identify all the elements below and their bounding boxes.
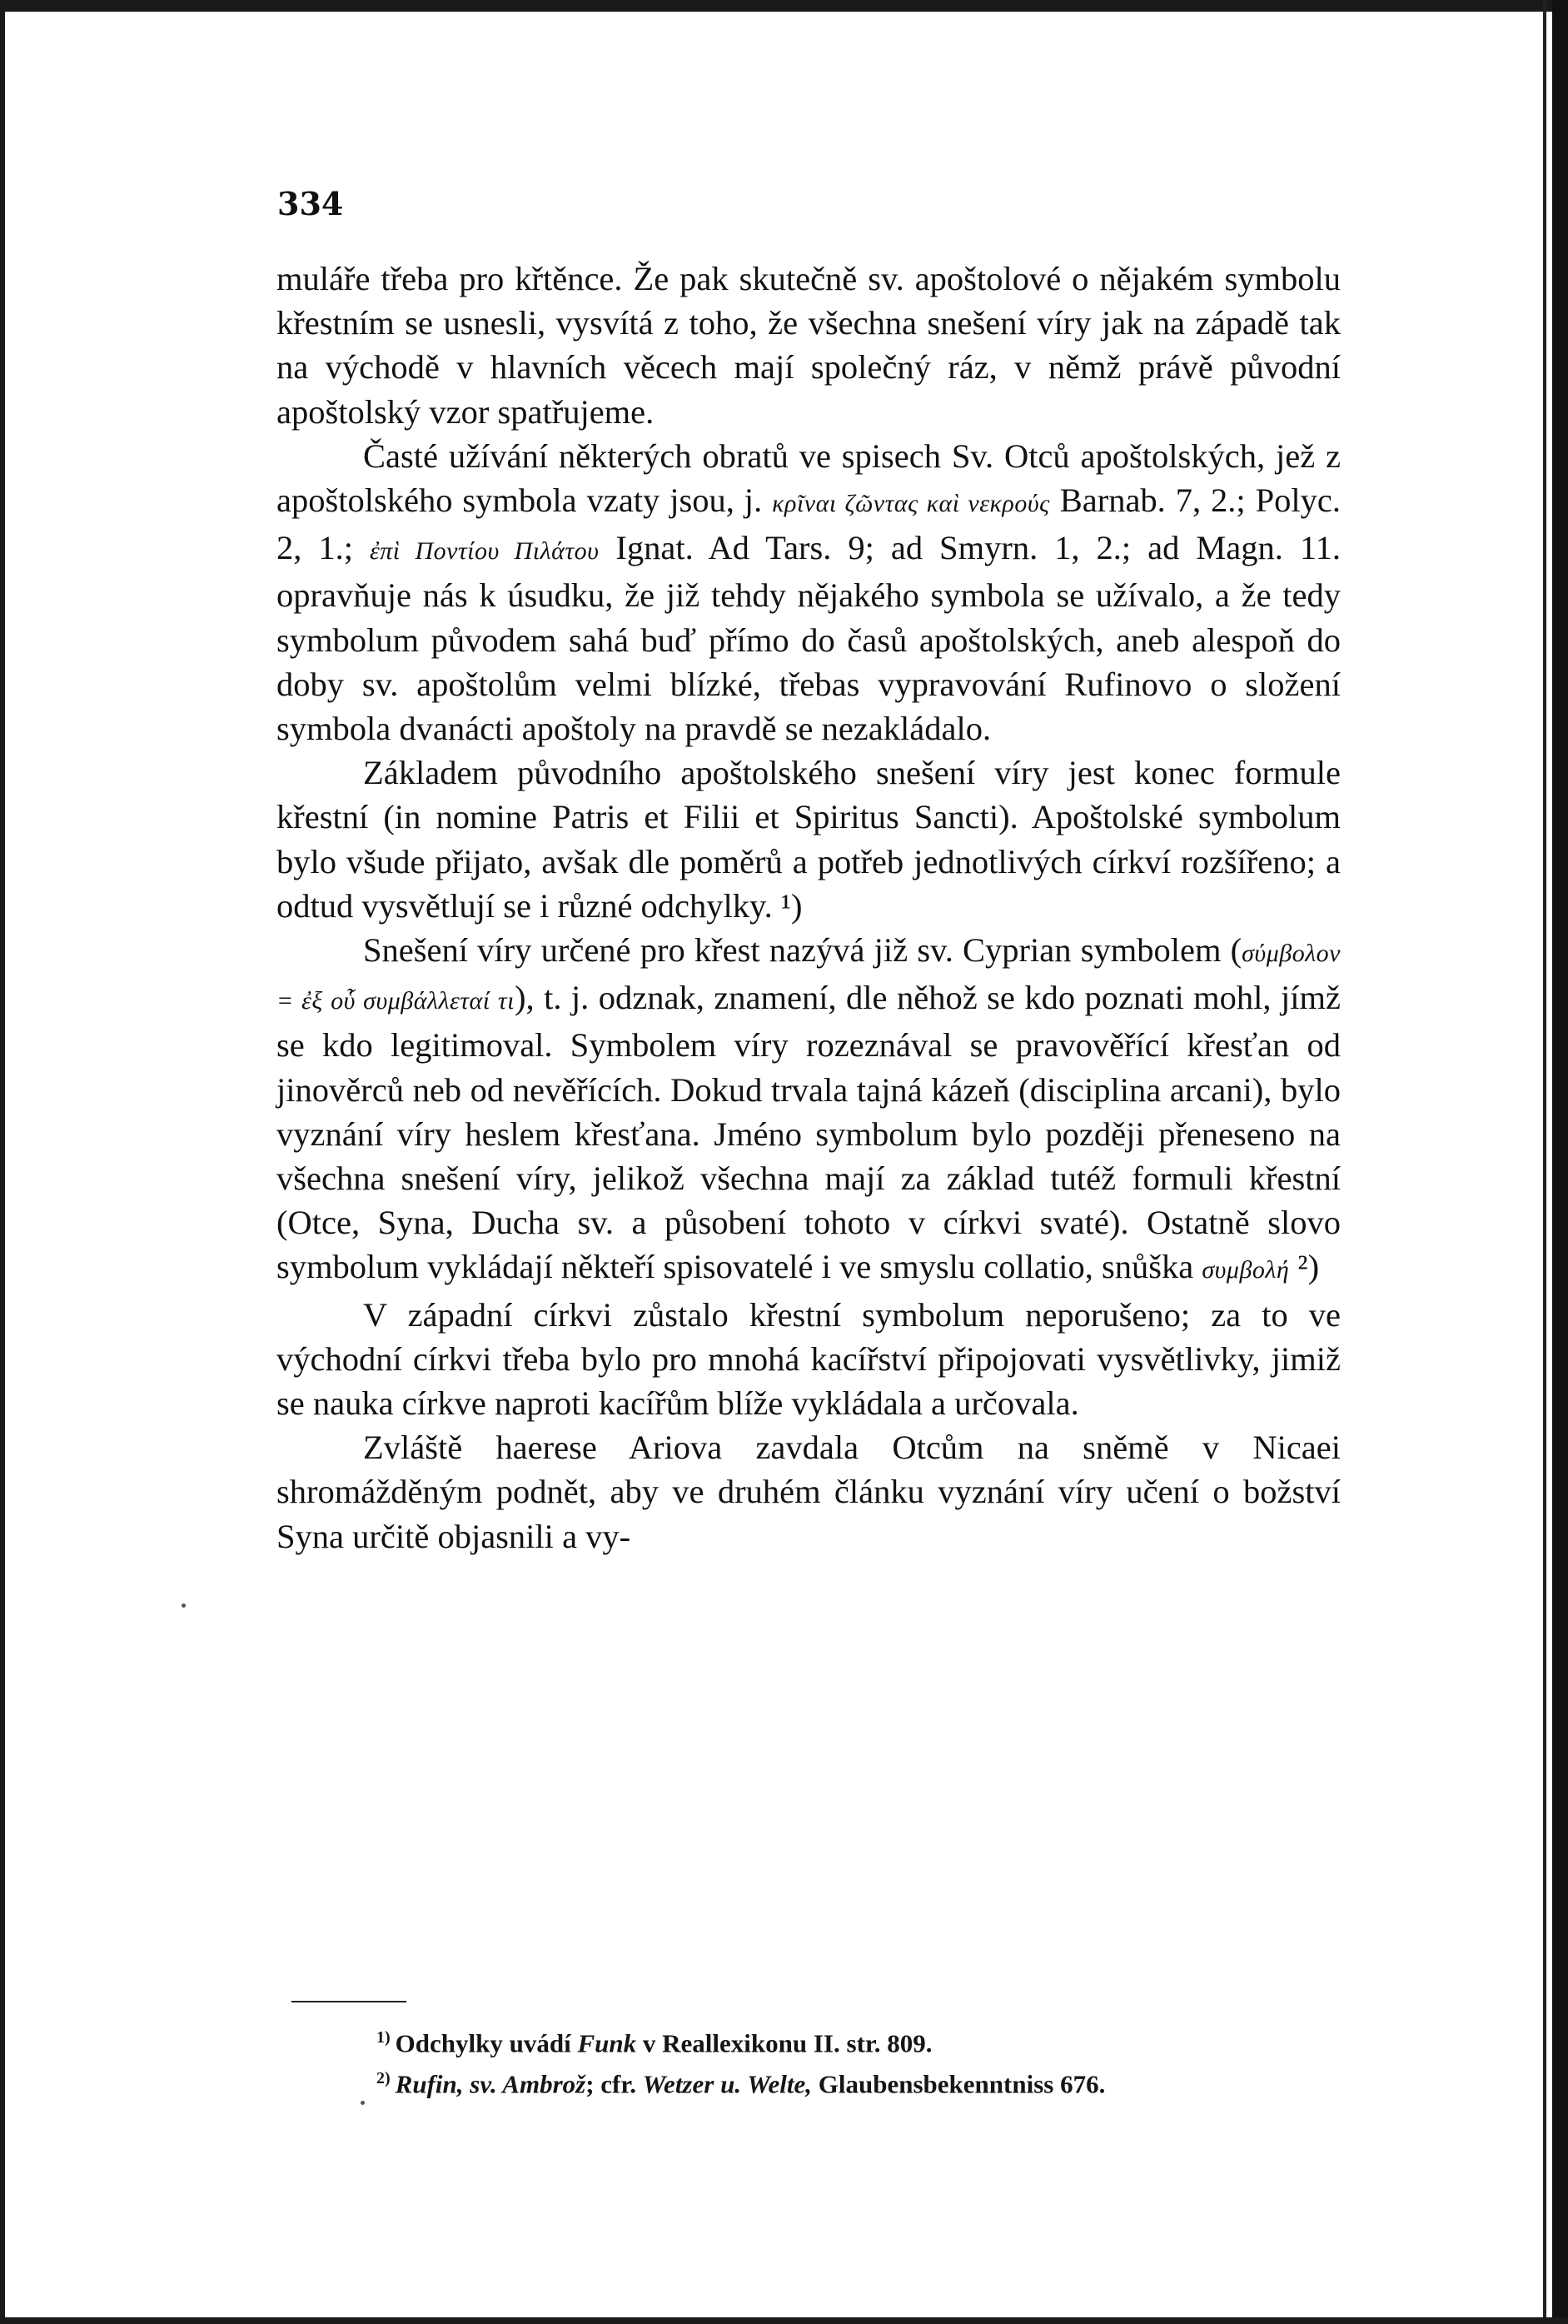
text-segment: ), t. j. odznak, znamení, dle něhož se kdo poznati mohl, jímž se kdo legitimoval. Symbolem víry rozeznával se pravověřící křesťan od jinověrců neb od nevěřících. Dokud trvala tajná kázeň (disciplina arcani), bylo vyznání víry heslem křesťana. Jméno symbolum bylo později přeneseno na všechna snešení víry, jelikož všechna mají za základ tutéž formuli křestní (Otce, Syna, Ducha sv. a působení tohoto v církvi svaté). Ostatně slovo symbolum vykládají někteří spisovatelé i ve smyslu collatio, snůška xyxy=(276,979,1341,1286)
footnote-text: Rufin, sv. Ambrož xyxy=(395,2069,586,2099)
footnotes xyxy=(376,2020,1334,2102)
text-segment: muláře třeba pro křtěnce. Že pak skutečně sv. apoštolové o nějakém symbolu křestním se usnesli, vysvítá z toho, že všechna snešení víry jak na západě tak na východě v hlavních věcech mají společný ráz, v němž právě původní apoštolský vzor spatřujeme. xyxy=(276,260,1341,431)
footnote-text: Funk xyxy=(577,2028,637,2058)
paragraph xyxy=(276,928,1341,1293)
text-segment: Snešení víry určené pro křest nazývá již sv. Cyprian symbolem ( xyxy=(363,931,1242,970)
footnote-text: Wetzer u. Welte, xyxy=(642,2069,813,2099)
text-segment: Základem původního apoštolského snešení víry jest konec formule křestní (in nomine Patris et Filii et Spiritus Sancti). Apoštolské symbolum bylo všude přijato, avšak dle poměrů a potřeb jednotlivých církví rozšířeno; a odtud vysvětlují se i různé odchylky. ¹) xyxy=(276,754,1341,925)
footnote xyxy=(376,2061,1334,2102)
scan-speck xyxy=(182,1603,186,1608)
paragraph xyxy=(276,434,1341,751)
scan-border-top xyxy=(0,0,1568,12)
footnote-text: ; cfr. xyxy=(585,2069,643,2099)
paragraph xyxy=(276,1293,1341,1426)
footnote-mark: 1) xyxy=(376,2028,391,2047)
footnote xyxy=(376,2020,1334,2061)
text-segment: Ignat. Ad Tars. 9; ad Smyrn. 1, 2.; ad Magn. 11. opravňuje nás k úsudku, že již tehdy nějakého symbola se užívalo, a že tedy symbolum původem sahá buď přímo do časů apoštolských, aneb alespoň do doby sv. apoštolům velmi blízké, třebas vypravování Rufinovo o složení symbola dvanácti apoštoly na pravdě se nezakládalo. xyxy=(276,529,1341,748)
footnote-text: Odchylky uvádí xyxy=(395,2028,578,2058)
paragraph xyxy=(276,751,1341,928)
text-segment: Barnab. 7, 2.; Polyc. 2, 1.; xyxy=(276,481,1341,567)
footnote-text: v Reallexikonu II. str. 809. xyxy=(636,2028,933,2058)
text-segment: Zvláště haerese Ariova zavdala Otcům na sněmě v Nicaei shromážděným podnět, aby ve druhém článku vyznání víry učení o božství Syna určitě objasnili a vy- xyxy=(276,1429,1341,1555)
page-number: 334 xyxy=(277,185,344,222)
scan-border-right-inner xyxy=(1543,0,1546,2324)
greek-phrase: συμβολή xyxy=(1202,1256,1290,1284)
paragraph xyxy=(276,1425,1341,1558)
paragraph xyxy=(276,257,1341,434)
footnote-divider xyxy=(291,2001,406,2002)
greek-phrase: σύμβολον = ἐξ οὗ συμβάλλεταί τι xyxy=(276,940,1341,1015)
scan-border-right xyxy=(1552,0,1568,2324)
scan-border-bottom xyxy=(0,2317,1568,2324)
body-text xyxy=(276,257,1341,1558)
footnote-mark: 2) xyxy=(376,2069,391,2088)
text-segment: ²) xyxy=(1289,1248,1320,1286)
footnote-text: Glaubensbekenntniss 676. xyxy=(812,2069,1106,2099)
greek-phrase: ἐπὶ Ποντίου Πιλάτου xyxy=(369,537,600,566)
scan-speck xyxy=(361,2101,365,2105)
scan-border-left xyxy=(0,0,5,2324)
text-segment: Časté užívání některých obratů ve spisech Sv. Otců apoštolských, jež z apoštolského symbola vzaty jsou, j. xyxy=(276,436,1341,520)
greek-phrase: κρῖναι ζῶντας καὶ νεκρούς xyxy=(772,490,1050,518)
text-segment: V západní církvi zůstalo křestní symbolum neporušeno; za to ve východní církvi třeba bylo pro mnohá kacířství připojovati vysvětlivky, jimiž se nauka církve naproti kacířům blíže vykládala a určovala. xyxy=(276,1295,1341,1423)
